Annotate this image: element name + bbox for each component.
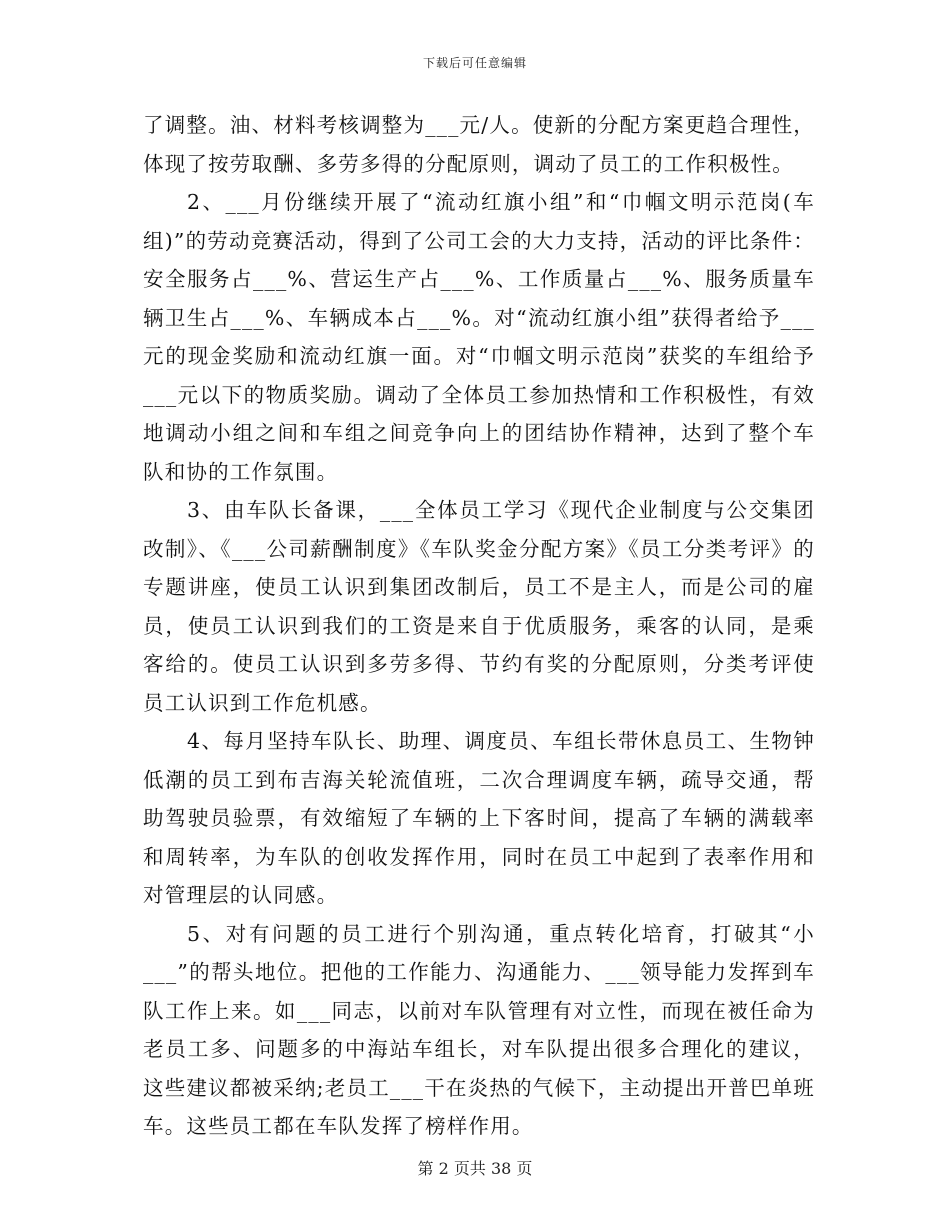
page-number: 第 2 页共 38 页 — [417, 1159, 533, 1178]
page-header: 下载后可任意编辑 — [422, 56, 527, 70]
document-body — [143, 106, 815, 1146]
paragraph-5: 5、对有问题的员工进行个别沟通，重点转化培育，打破其“小___”的帮头地位。把他的工作能力、沟通能力、___领导能力发挥到车队工作上来。如___同志，以前对车队管理有对立性，而现在被任命为老员工多、问题多的中海站车组长，对车队提出很多合理化的建议，这些建议都被采纳;老员工___干在炎热的气候下，主动提出开普巴单班车。这些员工都在车队发挥了榜样作用。 — [143, 921, 815, 1138]
paragraph-1: 了调整。油、材料考核调整为___元/人。使新的分配方案更趋合理性，体现了按劳取酬、多劳多得的分配原则，调动了员工的工作积极性。 — [143, 113, 815, 176]
paragraph-4: 4、每月坚持车队长、助理、调度员、车组长带休息员工、生物钟低潮的员工到布吉海关轮流值班，二次合理调度车辆，疏导交通，帮助驾驶员验票，有效缩短了车辆的上下客时间，提高了车辆的满载率和周转率，为车队的创收发挥作用，同时在员工中起到了表率作用和对管理层的认同感。 — [143, 729, 815, 907]
paragraph-2: 2、___月份继续开展了“流动红旗小组”和“巾帼文明示范岗(车组)”的劳动竞赛活动，得到了公司工会的大力支持，活动的评比条件：安全服务占___%、营运生产占___%、工作质量占___%、服务质量车辆卫生占___%、车辆成本占___%。对“流动红旗小组”获得者给予___元的现金奖励和流动红旗一面。对“巾帼文明示范岗”获奖的车组给予___元以下的物质奖励。调动了全体员工参加热情和工作积极性，有效地调动小组之间和车组之间竞争向上的团结协作精神，达到了整个车队和协的工作氛围。 — [143, 190, 815, 484]
paragraph-3: 3、由车队长备课，___全体员工学习《现代企业制度与公交集团改制》、《___公司薪酬制度》《车队奖金分配方案》《员工分类考评》的专题讲座，使员工认识到集团改制后，员工不是主人，而是公司的雇员，使员工认识到我们的工资是来自于优质服务，乘客的认同，是乘客给的。使员工认识到多劳多得、节约有奖的分配原则，分类考评使员工认识到工作危机感。 — [143, 498, 815, 715]
